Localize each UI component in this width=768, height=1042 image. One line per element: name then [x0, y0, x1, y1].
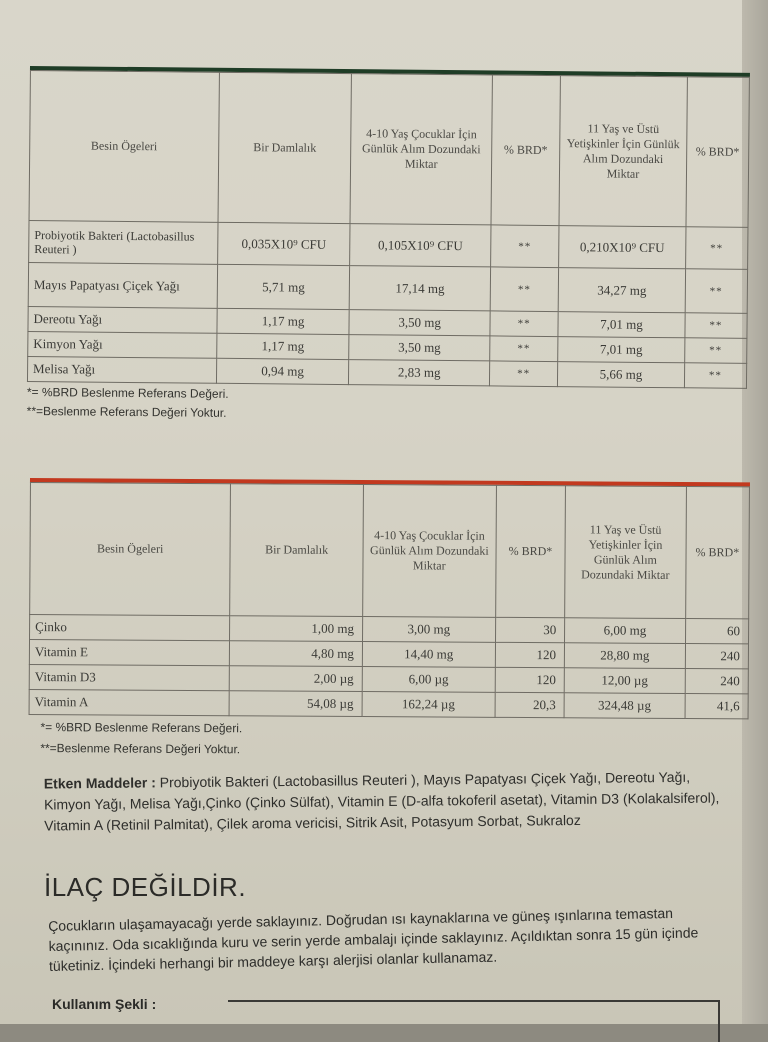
nutrition-table-2-panel	[28, 478, 750, 761]
adult-brd: 240	[685, 669, 749, 694]
active-ingredients	[44, 766, 725, 836]
child-brd: **	[490, 311, 559, 337]
adult-amount: 7,01 mg	[558, 312, 685, 338]
adult-brd: **	[685, 227, 748, 270]
col-header: % BRD*	[495, 485, 565, 617]
drop-amount: 1,17 mg	[217, 308, 350, 334]
table-row	[29, 689, 748, 718]
adult-brd: **	[684, 363, 747, 389]
adult-brd: 60	[685, 619, 749, 644]
adult-brd: 240	[685, 644, 749, 669]
col-header: 11 Yaş ve Üstü Yetişkinler İçin Günlük Alım Dozundaki Miktar	[565, 486, 686, 619]
nutrient-name: Vitamin E	[29, 640, 229, 666]
footnote-brd: *= %BRD Beslenme Referans Değeri.	[40, 720, 243, 736]
nutrient-name: Çinko	[30, 615, 230, 641]
child-amount: 6,00 µg	[362, 667, 495, 693]
adult-amount: 28,80 mg	[564, 643, 685, 669]
adult-amount: 0,210X10⁹ CFU	[559, 226, 686, 269]
adult-amount: 6,00 mg	[565, 618, 686, 644]
nutrition-table-1-panel	[27, 66, 750, 427]
drop-amount: 4,80 mg	[230, 641, 363, 667]
drop-amount: 54,08 µg	[229, 691, 362, 717]
nutrition-table-1	[27, 70, 750, 389]
col-header: 4-10 Yaş Çocuklar İçin Günlük Alım Dozundaki Miktar	[363, 485, 497, 618]
child-amount: 3,00 mg	[362, 617, 495, 643]
col-header: % BRD*	[685, 487, 749, 619]
col-header: Besin Ögeleri	[29, 71, 219, 223]
child-amount: 0,105X10⁹ CFU	[350, 224, 491, 267]
drop-amount: 1,17 mg	[216, 333, 349, 359]
table-header-row	[30, 483, 750, 619]
col-header: Bir Damlalık	[218, 72, 352, 223]
usage-title: Kullanım Şekli :	[52, 996, 157, 1012]
table-row	[29, 220, 748, 269]
storage-warning: Çocukların ulaşamayacağı yerde saklayınız. Doğrudan ısı kaynaklarına ve güneş ışınlarına temastan kaçınınız. Oda sıcaklığında kuru ve serin yerde ambalajı içinde saklayınız. Açıldıktan sonra 15 gün içinde tüketiniz. İçindeki herhangi bir maddeye karşı alerjisi olanlar kullanamaz.	[48, 904, 699, 974]
child-amount: 3,50 mg	[349, 310, 490, 336]
col-header: 11 Yaş ve Üstü Yetişkinler İçin Günlük Alım Dozundaki Miktar	[559, 76, 687, 227]
footnote-no-brd: **=Beslenme Referans Değeri Yoktur.	[26, 403, 227, 420]
col-header: Bir Damlalık	[230, 484, 364, 617]
child-brd: 30	[495, 617, 565, 642]
nutrient-name: Vitamin D3	[29, 664, 229, 690]
adult-amount: 324,48 µg	[564, 693, 685, 719]
table-header-row	[29, 71, 749, 228]
col-header: Besin Ögeleri	[30, 483, 231, 616]
col-header: 4-10 Yaş Çocuklar İçin Günlük Alım Dozundaki Miktar	[350, 74, 492, 225]
nutrient-name: Vitamin A	[29, 689, 229, 715]
child-amount: 17,14 mg	[350, 266, 491, 311]
child-amount: 2,83 mg	[349, 360, 490, 386]
adult-brd: **	[685, 269, 748, 314]
ingredients-text: Probiyotik Bakteri (Lactobasillus Reuteri ), Mayıs Papatyası Çiçek Yağı, Dereotu Yağı, Kimyon Yağı, Melisa Yağı,Çinko (Çinko Sülfat), Vitamin E (D-alfa tokoferil asetat), Vitamin D3 (Kolakalsiferol), Vitamin A (Retinil Palmitat), Çilek aroma vericisi, Sitrik Asit, Potasyum Sorbat, Sukraloz	[43, 768, 720, 834]
nutrition-table-2	[29, 482, 750, 719]
child-brd: **	[490, 225, 559, 268]
child-brd: 120	[495, 642, 565, 667]
child-brd: **	[490, 267, 559, 312]
child-amount: 162,24 µg	[362, 692, 495, 718]
drop-amount: 5,71 mg	[217, 264, 350, 309]
drop-amount: 0,94 mg	[216, 358, 349, 384]
footnote-brd: *= %BRD Beslenme Referans Değeri.	[26, 384, 229, 401]
usage-box	[228, 1000, 720, 1042]
footnote-no-brd: **=Beslenme Referans Değeri Yoktur.	[40, 741, 241, 757]
nutrient-name: Mayıs Papatyası Çiçek Yağı	[28, 262, 217, 308]
child-brd: 20,3	[495, 692, 565, 717]
adult-amount: 34,27 mg	[558, 268, 685, 313]
drop-amount: 1,00 mg	[230, 616, 363, 642]
child-brd: **	[490, 336, 559, 362]
child-amount: 14,40 mg	[362, 642, 495, 668]
adult-brd: **	[685, 313, 748, 339]
table-row	[28, 262, 747, 313]
adult-amount: 5,66 mg	[558, 362, 685, 388]
not-a-drug-heading: İLAÇ DEĞİLDİR.	[44, 872, 247, 902]
nutrient-name: Kimyon Yağı	[28, 331, 217, 358]
adult-amount: 7,01 mg	[558, 337, 685, 363]
adult-brd: **	[684, 338, 747, 364]
nutrient-name: Melisa Yağı	[27, 356, 216, 383]
drop-amount: 0,035X10⁹ CFU	[217, 222, 350, 265]
drop-amount: 2,00 µg	[229, 666, 362, 692]
nutrient-name: Probiyotik Bakteri (Lactobasillus Reuteri )	[29, 220, 218, 264]
child-amount: 3,50 mg	[349, 335, 490, 361]
col-header: % BRD*	[686, 77, 750, 228]
col-header: % BRD*	[491, 75, 561, 226]
child-brd: **	[489, 361, 558, 387]
child-brd: 120	[495, 667, 565, 692]
ingredients-label: Etken Maddeler :	[43, 774, 156, 792]
adult-brd: 41,6	[685, 694, 749, 719]
nutrient-name: Dereotu Yağı	[28, 306, 217, 333]
adult-amount: 12,00 µg	[564, 668, 685, 694]
